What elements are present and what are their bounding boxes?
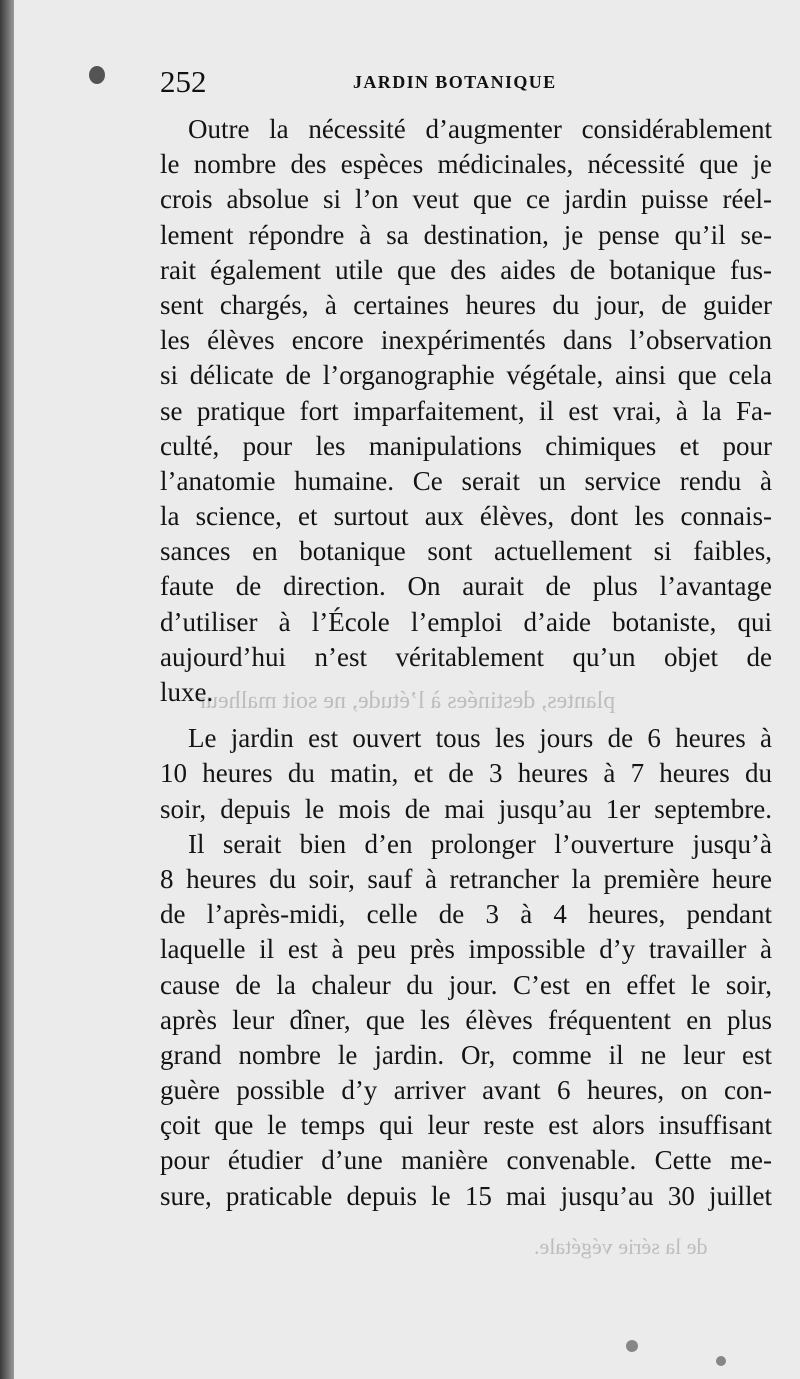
text-line: laquelle il est à peu près impossible d’y travailler à xyxy=(160,934,772,965)
ink-blot xyxy=(89,66,105,84)
text-line: çoit que le temps qui leur reste est alors insuffisant xyxy=(160,1110,772,1141)
scan-edge-shadow xyxy=(0,0,14,1379)
text-line: sances en botanique sont actuellement si faibles, xyxy=(160,536,772,567)
text-line: pour étudier d’une manière convenable. Cette me- xyxy=(160,1145,772,1176)
text-line: soir, depuis le mois de mai jusqu’au 1er septembre. xyxy=(160,793,772,824)
text-line: cause de la chaleur du jour. C’est en effet le soir, xyxy=(160,969,772,1000)
text-line: sent chargés, à certaines heures du jour, de guider xyxy=(160,289,772,320)
show-through-text: plantes, destinées à l’étude, ne soit malheur xyxy=(198,688,616,714)
text-line: lement répondre à sa destination, je pense qu’il se- xyxy=(160,219,772,250)
text-line: les élèves encore inexpérimentés dans l’observation xyxy=(160,325,772,356)
page-header xyxy=(160,62,776,106)
text-line: rait également utile que des aides de botanique fus- xyxy=(160,254,772,285)
text-line: si délicate de l’organographie végétale, ainsi que cela xyxy=(160,360,772,391)
ink-blot xyxy=(716,1356,726,1366)
page-number: 252 xyxy=(160,64,207,99)
body-text xyxy=(160,112,772,1214)
text-line: Le jardin est ouvert tous les jours de 6 heures à xyxy=(188,723,772,754)
text-line: 10 heures du matin, et de 3 heures à 7 heures du xyxy=(160,758,772,789)
text-line: de l’après-midi, celle de 3 à 4 heures, pendant xyxy=(160,899,772,930)
text-line: guère possible d’y arriver avant 6 heures, on con- xyxy=(160,1075,772,1106)
text-line: d’utiliser à l’École l’emploi d’aide botaniste, qui xyxy=(160,606,772,637)
text-line: culté, pour les manipulations chimiques et pour xyxy=(160,430,772,461)
text-line: aujourd’hui n’est véritablement qu’un objet de xyxy=(160,641,772,672)
text-line: Outre la nécessité d’augmenter considérablement xyxy=(188,114,772,144)
text-line: se pratique fort imparfaitement, il est vrai, à la Fa- xyxy=(160,395,772,426)
text-line: le nombre des espèces médicinales, nécessité que je xyxy=(160,149,772,180)
running-head: JARDIN BOTANIQUE xyxy=(353,72,557,92)
text-line: luxe. xyxy=(160,677,214,707)
show-through-text: de la série végétale. xyxy=(534,1234,708,1259)
book-page xyxy=(14,0,800,1379)
text-line: après leur dîner, que les élèves fréquentent en plus xyxy=(160,1004,772,1035)
text-line: l’anatomie humaine. Ce serait un service rendu à xyxy=(160,465,772,496)
text-line: la science, et surtout aux élèves, dont les connais- xyxy=(160,501,772,532)
text-line: Il serait bien d’en prolonger l’ouverture jusqu’à xyxy=(188,828,772,859)
text-line: crois absolue si l’on veut que ce jardin puisse réel- xyxy=(160,184,772,215)
ink-blot xyxy=(626,1340,638,1352)
text-line: faute de direction. On aurait de plus l’avantage xyxy=(160,571,772,602)
text-line: grand nombre le jardin. Or, comme il ne leur est xyxy=(160,1039,772,1070)
text-line: 8 heures du soir, sauf à retrancher la première heure xyxy=(160,863,772,894)
text-line: sure, praticable depuis le 15 mai jusqu’au 30 juillet xyxy=(160,1180,772,1211)
paragraph-gap xyxy=(160,710,772,721)
